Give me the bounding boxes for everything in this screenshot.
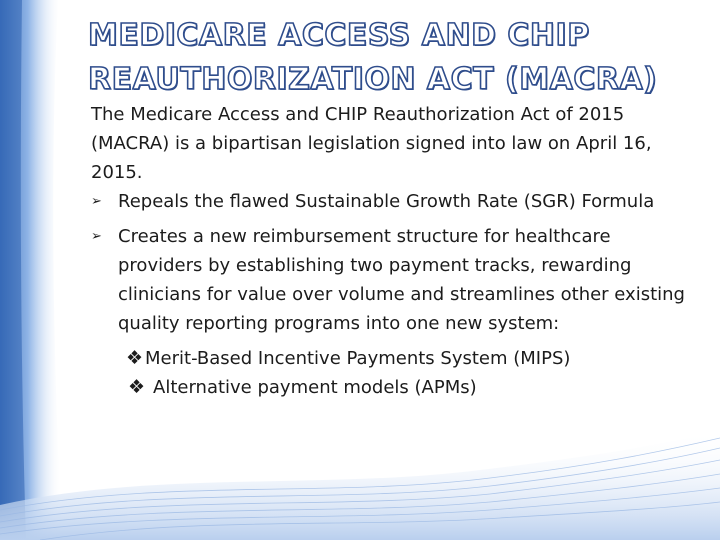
arrow-bullet-icon: ➢ [91,194,102,209]
sub-bullet-item [91,344,691,373]
arrow-bullet-icon: ➢ [91,229,102,244]
diamond-bullet-icon: ❖ [128,376,146,398]
slide-body [91,100,691,402]
bullet-text: Repeals the flawed Sustainable Growth Rate (SGR) Formula [118,191,655,212]
bullet-item [91,222,691,338]
diamond-bullet-icon: ❖ [126,347,144,369]
bottom-wave-fill [0,430,720,540]
sub-bullet-text: Alternative payment models (APMs) [153,377,477,398]
bullet-item [91,187,691,216]
slide-title [88,14,708,102]
sub-bullet-item [91,373,691,402]
title-line-2: REAUTHORIZATION ACT (MACRA) [88,62,658,97]
title-line-1: MEDICARE ACCESS AND CHIP [88,18,590,53]
sub-bullet-text: Merit-Based Incentive Payments System (MIPS) [145,348,571,369]
bullet-text: Creates a new reimbursement structure for healthcare providers by establishing two payment tracks, rewarding clinicians for value over volume and streamlines other existing quality reporting programs into one new system: [118,226,685,334]
intro-paragraph: The Medicare Access and CHIP Reauthorization Act of 2015 (MACRA) is a bipartisan legislation signed into law on April 16, 2015. [91,104,652,183]
